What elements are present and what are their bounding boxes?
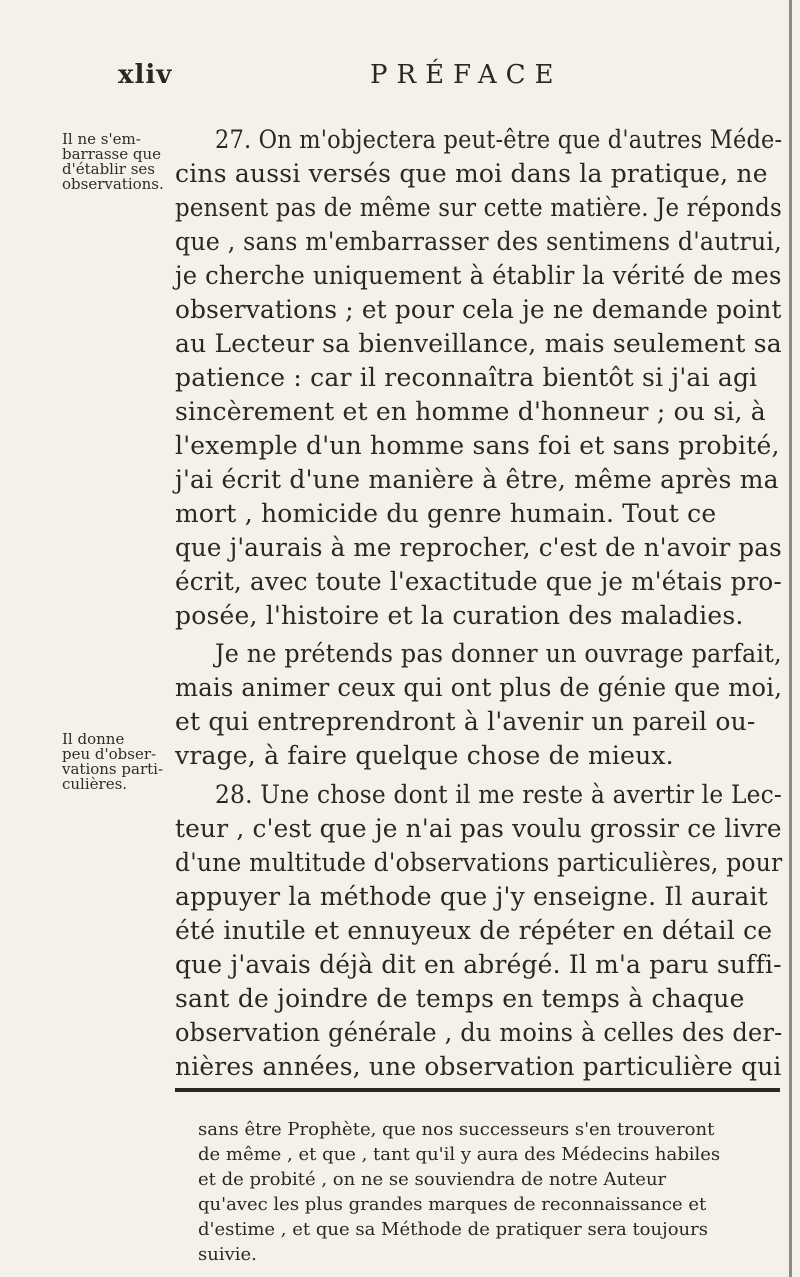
text-line: l'exemple d'un homme sans foi et sans probité, (175, 431, 780, 460)
text-line: nières années, une observation particulière qui (175, 1052, 782, 1081)
text-line: sincèrement et en homme d'honneur ; ou si, à (175, 397, 766, 426)
footnote-line: sans être Prophète, que nos successeurs s'en trouveront (198, 1119, 715, 1140)
footnote-line: qu'avec les plus grandes marques de reconnaissance et (198, 1194, 707, 1215)
text-line: 27. On m'objectera peut-être que d'autres Méde- (215, 125, 783, 154)
text-line: observations ; et pour cela je ne demande point (175, 295, 782, 324)
text-line: observation générale , du moins à celles des der- (175, 1018, 783, 1047)
text-line: pensent pas de même sur cette matière. Je réponds (175, 193, 782, 222)
margin-note-line: barrasse que (62, 145, 162, 163)
footnote-divider (175, 1088, 780, 1092)
margin-note-line: observations. (62, 175, 164, 193)
text-line: appuyer la méthode que j'y enseigne. Il aurait (175, 882, 768, 911)
margin-note-1 (62, 132, 164, 192)
text-line: mort , homicide du genre humain. Tout ce (175, 499, 717, 528)
text-line: et qui entreprendront à l'avenir un pareil ou- (175, 707, 756, 736)
text-line: cins aussi versés que moi dans la pratique, ne (175, 159, 768, 188)
text-line: d'une multitude d'observations particulières, pour (175, 848, 783, 877)
text-line: Je ne prétends pas donner un ouvrage parfait, (215, 639, 782, 668)
text-line: été inutile et ennuyeux de répéter en détail ce (175, 916, 773, 945)
text-line: sant de joindre de temps en temps à chaque (175, 984, 745, 1013)
text-line: 28. Une chose dont il me reste à avertir le Lec- (215, 780, 782, 809)
text-line: teur , c'est que je n'ai pas voulu grossir ce livre (175, 814, 782, 843)
footnote-line: de même , et que , tant qu'il y aura des Médecins habiles (198, 1144, 721, 1165)
margin-note-line: culières. (62, 775, 128, 793)
page-number: xliv (118, 60, 173, 90)
footnote-line: d'estime , et que sa Méthode de pratiquer sera toujours (198, 1219, 708, 1240)
margin-note-line: d'établir ses (62, 160, 155, 178)
running-title: PRÉFACE (370, 60, 563, 90)
text-line: mais animer ceux qui ont plus de génie que moi, (175, 673, 783, 702)
page-edge-shadow (789, 0, 792, 1277)
page-header (0, 60, 800, 100)
text-line: patience : car il reconnaîtra bientôt si j'ai agi (175, 363, 758, 392)
text-line: que j'avais déjà dit en abrégé. Il m'a paru suffi- (175, 950, 782, 979)
text-line: que j'aurais à me reprocher, c'est de n'avoir pas (175, 533, 782, 562)
text-line: écrit, avec toute l'exactitude que je m'étais pro- (175, 567, 782, 596)
text-line: j'ai écrit d'une manière à être, même après ma (175, 465, 779, 494)
footnote-line: suivie. (198, 1244, 257, 1265)
margin-note-line: Il donne (62, 730, 125, 748)
text-line: que , sans m'embarrasser des sentimens d'autrui, (175, 227, 782, 256)
footnote-line: et de probité , on ne se souviendra de notre Auteur (198, 1169, 667, 1190)
margin-note-2 (62, 732, 163, 792)
text-line: vrage, à faire quelque chose de mieux. (175, 741, 674, 770)
margin-note-line: peu d'obser- (62, 745, 157, 763)
text-line: je cherche uniquement à établir la vérité de mes (175, 261, 782, 290)
text-line: posée, l'histoire et la curation des maladies. (175, 601, 744, 630)
text-line: au Lecteur sa bienveillance, mais seulement sa (175, 329, 782, 358)
margin-note-line: vations parti- (62, 760, 164, 778)
margin-note-line: Il ne s'em- (62, 130, 141, 148)
